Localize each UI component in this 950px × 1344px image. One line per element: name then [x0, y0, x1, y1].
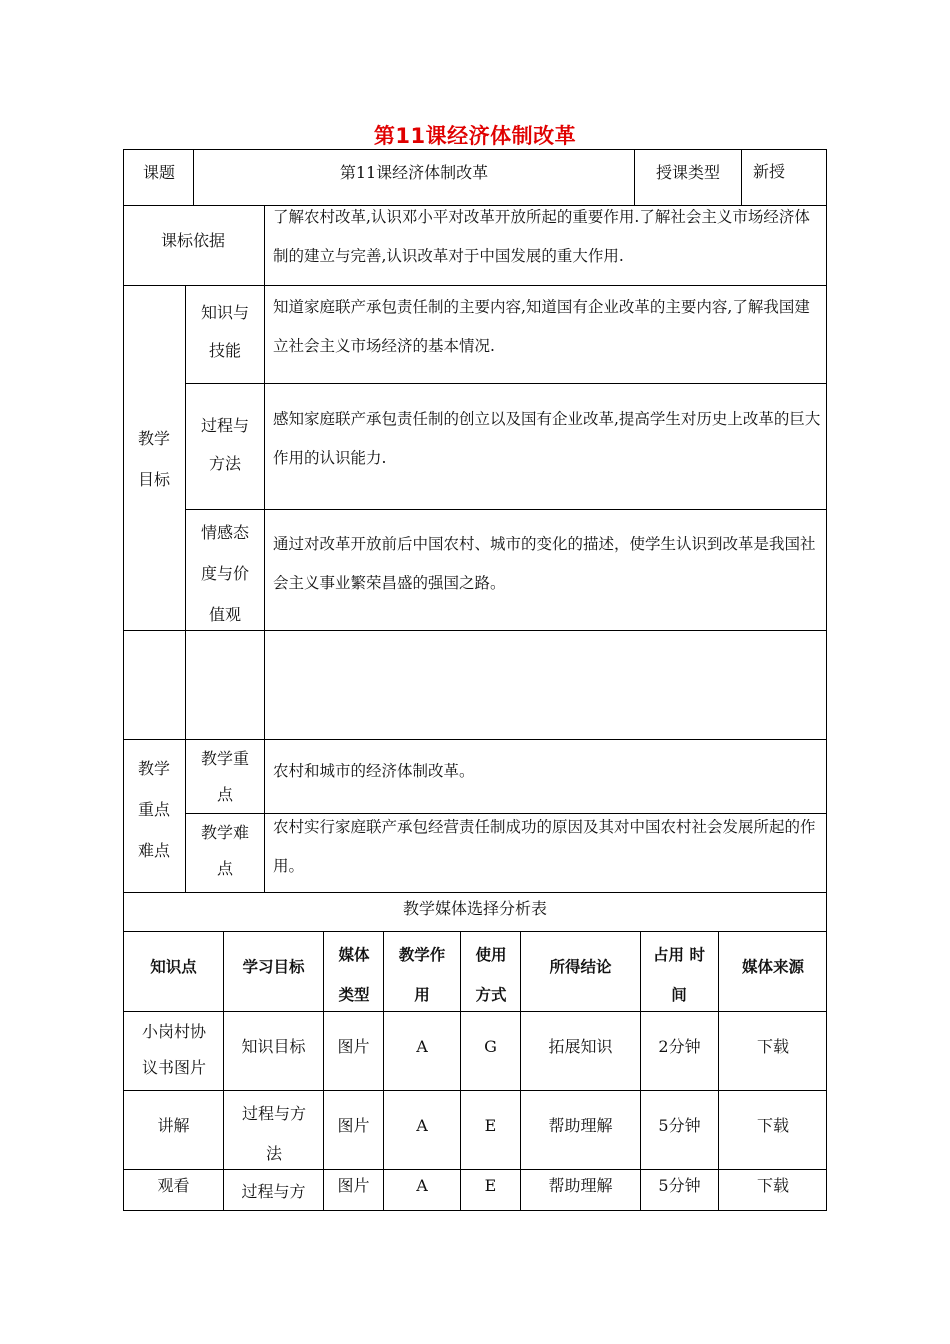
table-cell: 过程与方 — [241, 1182, 306, 1201]
topic-value: 第11课经济体制改革 — [339, 163, 489, 182]
table-cell: 5分钟 — [658, 1116, 701, 1135]
goals-label: 教学目标 — [137, 429, 170, 489]
header-learning-goal: 学习目标 — [242, 958, 305, 976]
keypoint-focus-label: 教学重点 — [200, 749, 249, 804]
table-cell: 图片 — [337, 1037, 370, 1056]
table-cell: 图片 — [337, 1116, 370, 1135]
page-title: 第11课经济体制改革 — [373, 124, 577, 148]
goal-knowledge-text: 知道家庭联产承包责任制的主要内容,知道国有企业改革的主要内容,了解我国建立社会主义市场经济的基本情况. — [273, 298, 810, 355]
media-table-caption: 教学媒体选择分析表 — [402, 899, 547, 918]
table-cell: 知识目标 — [241, 1037, 306, 1056]
header-source: 媒体来源 — [741, 958, 804, 976]
table-cell: 观看 — [157, 1176, 190, 1195]
table-cell: A — [416, 1176, 428, 1195]
basis-label: 课标依据 — [161, 231, 226, 250]
keypoint-difficult-text: 农村实行家庭联产承包经营责任制成功的原因及其对中国农村社会发展所起的作用。 — [273, 818, 816, 875]
table-cell: 图片 — [337, 1176, 370, 1195]
table-cell: 讲解 — [157, 1116, 190, 1135]
table-cell: 拓展知识 — [548, 1037, 613, 1056]
header-conclusion: 所得结论 — [549, 958, 612, 976]
table-cell: 2分钟 — [658, 1037, 701, 1056]
header-knowledge-point: 知识点 — [150, 958, 197, 976]
table-cell: 帮助理解 — [548, 1176, 613, 1195]
table-cell: A — [416, 1116, 428, 1135]
table-cell: 过程与方法 — [241, 1104, 306, 1163]
goal-process-label: 过程与方法 — [200, 416, 249, 473]
topic-label: 课题 — [143, 163, 176, 182]
table-cell: 5分钟 — [658, 1176, 701, 1195]
goal-attitude-text: 通过对改革开放前后中国农村、城市的变化的描述，使学生认识到改革是我国社会主义事业繁荣昌盛的强国之路。 — [273, 535, 816, 592]
table-cell: G — [484, 1037, 497, 1056]
table-cell: 下载 — [756, 1116, 789, 1135]
goal-attitude-label: 情感态度与价值观 — [200, 523, 249, 624]
lesson-type-value: 新授 — [753, 162, 786, 181]
table-cell: E — [484, 1176, 497, 1195]
header-usage: 使用方式 — [475, 946, 507, 1004]
goal-process-text: 感知家庭联产承包责任制的创立以及国有企业改革,提高学生对历史上改革的巨大作用的认识能力. — [273, 410, 821, 467]
header-time: 占用 时间 — [653, 946, 705, 1004]
table-cell: E — [484, 1116, 497, 1135]
header-teaching-role: 教学作用 — [398, 946, 446, 1004]
header-media-type: 媒体类型 — [338, 946, 370, 1004]
table-cell: 下载 — [756, 1037, 789, 1056]
lesson-type-label: 授课类型 — [656, 163, 721, 182]
keypoint-difficult-label: 教学难点 — [200, 823, 249, 878]
table-cell: 小岗村协议书图片 — [141, 1022, 206, 1077]
basis-text: 了解农村改革,认识邓小平对改革开放所起的重要作用.了解社会主义市场经济体制的建立与完善,认识改革对于中国发展的重大作用. — [273, 208, 810, 265]
table-cell: A — [416, 1037, 428, 1056]
keypoints-label: 教学重点难点 — [137, 759, 170, 860]
table-cell: 下载 — [756, 1176, 789, 1195]
table-cell: 帮助理解 — [548, 1116, 613, 1135]
goal-knowledge-label: 知识与技能 — [200, 303, 249, 360]
keypoint-focus-text: 农村和城市的经济体制改革。 — [273, 762, 475, 780]
